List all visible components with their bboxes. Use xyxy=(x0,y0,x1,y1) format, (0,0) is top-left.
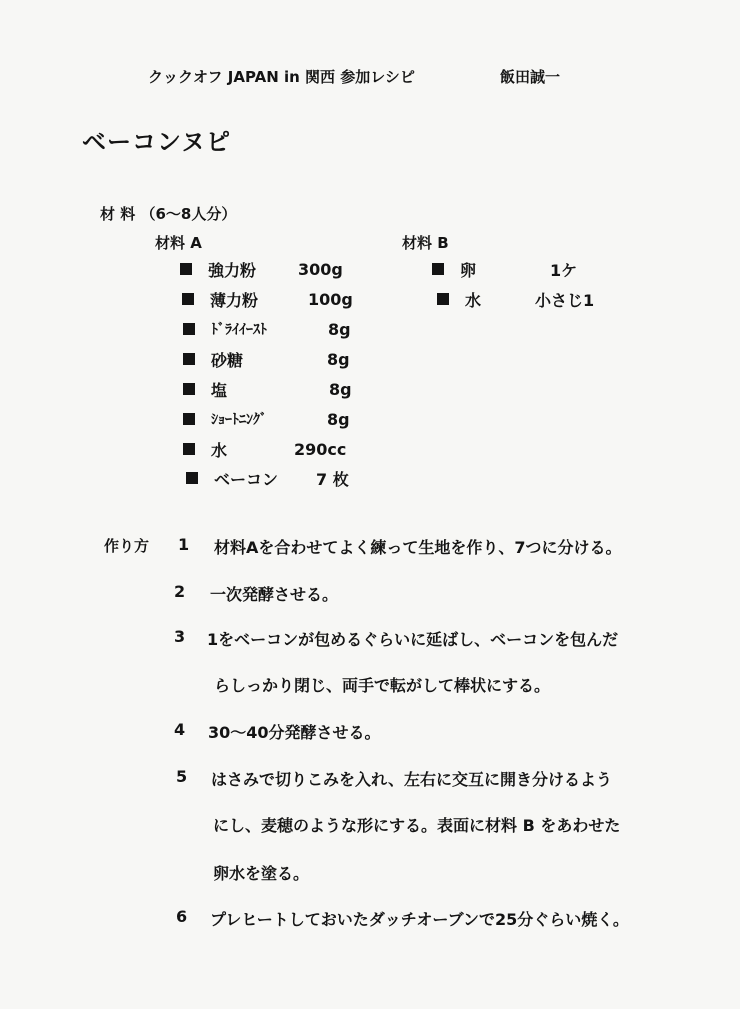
ingredient-item xyxy=(183,318,383,340)
ingredient-qty: 8g xyxy=(328,319,351,339)
step-number: 3 xyxy=(174,627,186,646)
ingredient-name: ｼｮｰﾄﾆﾝｸﾞ xyxy=(211,412,267,428)
square-bullet-icon xyxy=(180,263,192,275)
author-name: 飯田誠一 xyxy=(500,68,561,86)
step-number: 2 xyxy=(174,582,186,601)
ingredient-item xyxy=(437,288,657,310)
ingredient-name: 砂糖 xyxy=(211,350,244,370)
ingredient-name: 強力粉 xyxy=(208,260,257,280)
ingredient-item xyxy=(432,258,632,280)
square-bullet-icon xyxy=(183,443,195,455)
event-header: クックオフ JAPAN in 関西 参加レシピ xyxy=(148,68,415,86)
ingredient-qty: 290cc xyxy=(294,439,347,459)
ingredient-qty: 8g xyxy=(327,349,350,369)
recipe-title: ベーコンヌピ xyxy=(82,128,232,156)
step-text: にし、麦穂のような形にする。表面に材料 B をあわせた xyxy=(213,816,621,835)
method-label: 作り方 xyxy=(104,537,150,555)
step-text: 30～40分発酵させる。 xyxy=(208,723,381,742)
ingredient-item xyxy=(186,467,386,489)
ingredient-item xyxy=(180,258,380,280)
ingredient-qty: 8g xyxy=(327,409,350,429)
ingredient-name: 卵 xyxy=(460,260,477,280)
ingredient-qty: 8g xyxy=(329,379,352,399)
ingredient-qty: 300g xyxy=(298,259,343,279)
ingredients-heading: 材 料 （6～8人分） xyxy=(100,205,237,223)
ingredient-group-b-title: 材料 B xyxy=(402,234,449,252)
step-text: はさみで切りこみを入れ、左右に交互に開き分けるよう xyxy=(211,770,612,789)
square-bullet-icon xyxy=(183,323,195,335)
ingredient-item xyxy=(183,408,383,430)
square-bullet-icon xyxy=(432,263,444,275)
ingredient-item xyxy=(183,378,383,400)
ingredient-qty: 小さじ1 xyxy=(535,290,595,310)
ingredient-item xyxy=(183,438,383,460)
ingredient-item xyxy=(182,288,382,310)
ingredient-item xyxy=(183,348,383,370)
ingredient-name: ベーコン xyxy=(214,469,279,489)
square-bullet-icon xyxy=(183,413,195,425)
ingredient-name: ﾄﾞﾗｲｲｰｽﾄ xyxy=(211,322,267,338)
step-number: 5 xyxy=(176,767,188,786)
step-number: 6 xyxy=(176,907,188,926)
square-bullet-icon xyxy=(186,472,198,484)
step-text: 材料Aを合わせてよく練って生地を作り、7つに分ける。 xyxy=(214,538,622,557)
ingredient-qty: 1ケ xyxy=(550,260,578,280)
ingredient-qty: 100g xyxy=(308,289,353,309)
ingredient-name: 薄力粉 xyxy=(210,290,259,310)
ingredient-name: 水 xyxy=(211,440,228,460)
step-text: 一次発酵させる。 xyxy=(210,585,339,604)
square-bullet-icon xyxy=(183,353,195,365)
ingredient-name: 塩 xyxy=(211,380,228,400)
square-bullet-icon xyxy=(182,293,194,305)
step-text: プレヒートしておいたダッチオーブンで25分ぐらい焼く。 xyxy=(210,910,629,929)
step-text: 1をベーコンが包めるぐらいに延ばし、ベーコンを包んだ xyxy=(207,630,619,649)
step-number: 1 xyxy=(178,535,190,554)
step-text: 卵水を塗る。 xyxy=(213,864,310,883)
ingredient-group-a-title: 材料 A xyxy=(155,234,202,252)
step-number: 4 xyxy=(174,720,186,739)
square-bullet-icon xyxy=(183,383,195,395)
square-bullet-icon xyxy=(437,293,449,305)
ingredient-name: 水 xyxy=(465,290,482,310)
ingredient-qty: 7 枚 xyxy=(316,469,349,489)
step-text: らしっかり閉じ、両手で転がして棒状にする。 xyxy=(214,676,551,695)
